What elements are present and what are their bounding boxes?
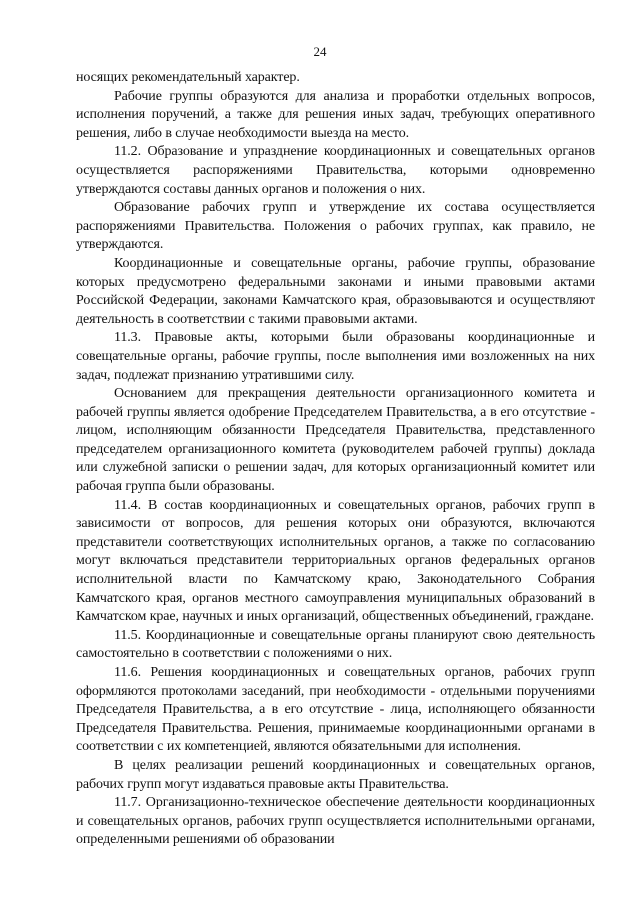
paragraph-11-6: 11.6. Решения координационных и совещательных органов, рабочих групп оформляются протоколами заседаний, при необходимости - отдельными поручениями Председателя Правительства, а в его отсутствие - лица, исполняющего обязанности Председателя Правительства. Решения, принимаемые координационными органами в соответствии с их компетенцией, являются обязательными для исполнения. [76, 665, 595, 755]
paragraph-continuation: носящих рекомендательный характер. [76, 70, 300, 85]
paragraph: Рабочие группы образуются для анализа и проработки отдельных вопросов, исполнения поручений, а также для решения иных задач, требующих оперативного решения, либо в случае необходимости выезда на место. [76, 88, 595, 141]
body-text [76, 69, 595, 850]
paragraph: Координационные и совещательные органы, рабочие группы, образование которых предусмотрено федеральными законами и иными правовыми актами Российской Федерации, законами Камчатского края, образовываются и осуществляют деятельность в соответствии с такими правовыми актами. [76, 255, 595, 327]
paragraph: Образование рабочих групп и утверждение их состава осуществляется распоряжениями Правительства. Положения о рабочих группах, как правило, не утверждаются. [76, 200, 595, 253]
paragraph: В целях реализации решений координационных и совещательных органов, рабочих групп могут издаваться правовые акты Правительства. [76, 757, 595, 792]
paragraph: Основанием для прекращения деятельности организационного комитета и рабочей группы является одобрение Председателем Правительства, а в его отсутствие - лицом, исполняющим обязанности Председателя Правительства, представленного председателем организационного комитета (руководителем рабочей группы) доклада или служебной записки о решении задач, для которых организационный комитет или рабочая группа были образованы. [76, 386, 595, 495]
paragraph-11-3: 11.3. Правовые акты, которыми были образованы координационные и совещательные органы, рабочие группы, после выполнения ими возложенных на них задач, подлежат признанию утратившими силу. [76, 330, 595, 383]
paragraph-11-4: 11.4. В состав координационных и совещательных органов, рабочих групп в зависимости от вопросов, для решения которых они образуются, включаются представители соответствующих исполнительных органов, а также по согласованию могут включаться представители территориальных органов федеральных органов исполнительной власти по Камчатскому краю, Законодательного Собрания Камчатского края, органов местного самоуправления муниципальных образований в Камчатском крае, научных и иных организаций, общественных объединений, граждане. [76, 497, 595, 625]
page-number: 24 [313, 44, 327, 59]
paragraph-11-5: 11.5. Координационные и совещательные органы планируют свою деятельность самостоятельно в соответствии с положениями о них. [76, 627, 595, 662]
paragraph-11-7: 11.7. Организационно-техническое обеспечение деятельности координационных и совещательных органов, рабочих групп осуществляется исполнительными органами, определенными решениями об образовании [76, 795, 595, 848]
paragraph-11-2: 11.2. Образование и упразднение координационных и совещательных органов осуществляется распоряжениями Правительства, которыми одновременно утверждаются составы данных органов и положения о них. [76, 144, 595, 197]
